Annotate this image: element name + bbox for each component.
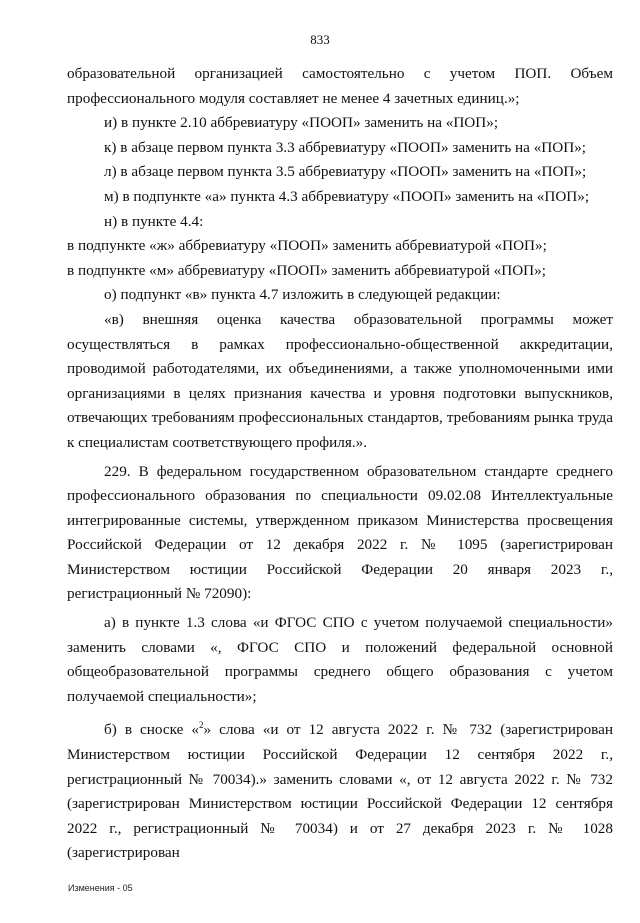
list-item-b — [67, 713, 613, 866]
section-229-paragraph: 229. В федеральном государственном образовательном стандарте среднего профессионального образования по специальности 09.02.08 Интеллектуальные интегрированные системы, утвержденном приказом Министерства просвещения Российской Федерации от 12 декабря 2022 г. № 1095 (зарегистрирован Министерством юстиции Российской Федерации 20 января 2023 г., регистрационный № 72090): — [67, 462, 613, 603]
list-item-o: о) подпункт «в» пункта 4.7 изложить в следующей редакции: — [104, 286, 501, 304]
list-item-b-before: б) в сноске « — [104, 721, 199, 739]
paragraph-continuation-line-2: профессионального модуля составляет не менее 4 зачетных единиц.»; — [67, 89, 520, 107]
list-item-b-after: » слова «и от 12 августа 2022 г. № 732 (зарегистрирован Министерством юстиции Российской Федерации 12 сентября 2022 г., регистрационный № 70034).» заменить словами «, от 12 августа 2022 г. № 732 (зарегистрирован Министерством юстиции Российской Федерации 12 сентября 2022 г., регистрационный № 70034) и от 27 декабря 2023 г. № 1028 (зарегистрирован — [67, 721, 614, 862]
list-item-i: и) в пункте 2.10 аббревиатуру «ПООП» заменить на «ПОП»; — [104, 114, 499, 132]
list-item-a: а) в пункте 1.3 слова «и ФГОС СПО с учетом получаемой специальности» заменить словами «, ФГОС СПО и положений федеральной основной общеобразовательной программы среднего общего образования с учетом получаемой специальности»; — [67, 614, 613, 705]
list-item-l: л) в абзаце первом пункта 3.5 аббревиатуру «ПООП» заменить на «ПОП»; — [104, 163, 587, 181]
footer-label: Изменения - 05 — [68, 883, 133, 893]
list-item-m: м) в подпункте «а» пункта 4.3 аббревиатуру «ПООП» заменить на «ПОП»; — [104, 187, 590, 205]
list-item-k: к) в абзаце первом пункта 3.3 аббревиатуру «ПООП» заменить на «ПОП»; — [104, 138, 587, 156]
list-item-n-sub-m: в подпункте «м» аббревиатуру «ПООП» заменить аббревиатурой «ПОП»; — [67, 261, 546, 279]
quoted-paragraph-v: «в) внешняя оценка качества образовательной программы может осуществляться в рамках профессионально-общественной аккредитации, проводимой работодателями, их объединениями, а также уполномоченными ими организациями в целях признания качества и уровня подготовки выпускников, отвечающих требованиям профессиональных стандартов, требованиям рынка труда к специалистам соответствующего профиля.». — [67, 310, 613, 451]
footnote-superscript: 2 — [198, 720, 204, 731]
list-item-n-sub-zh: в подпункте «ж» аббревиатуру «ПООП» заменить аббревиатурой «ПОП»; — [67, 237, 547, 255]
list-item-n: н) в пункте 4.4: — [104, 212, 204, 230]
document-body — [67, 62, 613, 866]
page-number: 833 — [310, 32, 330, 47]
paragraph-continuation-line-1: образовательной организацией самостоятельно с учетом ПОП. Объем — [67, 65, 613, 82]
